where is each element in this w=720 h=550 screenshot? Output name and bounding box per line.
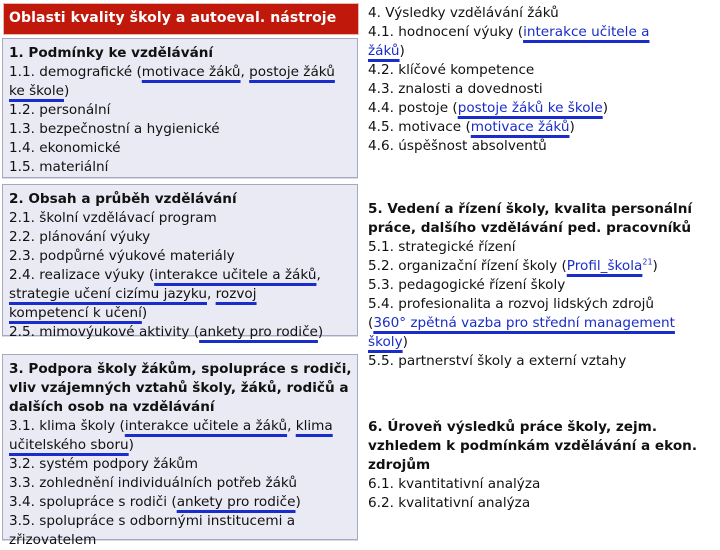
paren: ) <box>64 83 70 99</box>
item-3-1-cont <box>9 436 351 455</box>
item-4-1-cont <box>368 42 714 61</box>
link-profil-skola[interactable]: Profil_škola <box>566 258 643 274</box>
paren: ) <box>128 437 134 453</box>
link-interakce-cont[interactable]: žáků <box>368 43 400 59</box>
item-4-5-text: 4.5. motivace ( <box>368 119 471 135</box>
link-ankety-pro-rodice[interactable]: ankety pro rodiče <box>199 324 318 340</box>
paren: ( <box>368 315 374 331</box>
item-4-1-text: 4.1. hodnocení výuky ( <box>368 24 524 40</box>
paren: ) <box>295 494 301 510</box>
title-bar <box>2 2 360 36</box>
link-strategie-uceni[interactable]: strategie učení cizímu jazyku <box>9 286 207 302</box>
item-2-4 <box>9 266 351 285</box>
paren: ) <box>402 334 408 350</box>
sep: , <box>316 267 321 283</box>
link-360-cont[interactable]: školy <box>368 334 403 350</box>
item-2-5-text: 2.5. mimovýukové aktivity ( <box>9 324 200 340</box>
page-title: Oblasti kvality školy a autoeval. nástroje <box>9 10 337 26</box>
item-4-1 <box>368 23 714 42</box>
paren: ) <box>141 305 148 321</box>
item-5-2 <box>368 257 714 276</box>
item-6-2: 6.2. kvalitativní analýza <box>368 495 531 511</box>
sep: , <box>206 286 216 302</box>
link-postoje-zaku[interactable]: postoje žáků <box>249 64 335 80</box>
item-4-5 <box>368 118 714 137</box>
section-1-box <box>2 38 358 178</box>
item-3-1 <box>9 417 351 436</box>
link-rozvoj-kompetenci-cont[interactable]: kompetencí k učení <box>9 305 142 321</box>
item-4-3: 4.3. znalosti a dovednosti <box>368 81 543 97</box>
item-3-4 <box>9 493 351 512</box>
link-postoje-zaku-cont[interactable]: ke škole <box>9 83 64 99</box>
section-6-heading-3: zdrojům <box>368 457 431 473</box>
section-3-heading-2: vliv vzájemných vztahů školy, žáků, rodičů a <box>9 380 349 396</box>
link-rozvoj-kompetenci[interactable]: rozvoj <box>215 286 257 302</box>
link-ankety-pro-rodice[interactable]: ankety pro rodiče <box>176 494 296 510</box>
link-interakce-ucitele-a-zaku[interactable]: interakce učitele a žáků <box>124 418 288 434</box>
sep: , <box>287 418 296 434</box>
section-3-heading-3: dalších osob na vzdělávání <box>9 399 215 415</box>
section-5 <box>364 200 718 371</box>
section-5-heading-1: 5. Vedení a řízení školy, kvalita personální <box>368 201 693 217</box>
item-2-5 <box>9 323 351 342</box>
section-3-heading-1: 3. Podpora školy žákům, spolupráce s rodiči, <box>9 361 352 377</box>
item-4-6: 4.6. úspěšnost absolventů <box>368 138 547 154</box>
section-6-heading-2: vzhledem k podmínkám vzdělávání a ekon. <box>368 438 698 454</box>
item-3-4-text: 3.4. spolupráce s rodiči ( <box>9 494 177 510</box>
footnote-mark: 21 <box>642 257 653 267</box>
section-2-box <box>2 184 358 340</box>
link-motivace-zaku[interactable]: motivace žáků <box>141 64 241 80</box>
item-6-1: 6.1. kvantitativní analýza <box>368 476 541 492</box>
item-3-5: 3.5. spolupráce s odbornými institucemi a <box>9 513 296 529</box>
item-4-2: 4.2. klíčové kompetence <box>368 62 535 78</box>
paren: ) <box>399 43 405 59</box>
item-5-5: 5.5. partnerství školy a externí vztahy <box>368 353 627 369</box>
item-5-4-cont <box>368 314 714 333</box>
item-3-1-text: 3.1. klima školy ( <box>9 418 125 434</box>
link-interakce-ucitele-a-zaku[interactable]: interakce učitele a <box>523 24 650 40</box>
item-1-1 <box>9 63 351 82</box>
section-4 <box>364 4 718 156</box>
link-interakce-ucitele-a-zaku[interactable]: interakce učitele a žáků <box>154 267 317 283</box>
section-3-box <box>2 354 358 548</box>
item-5-3: 5.3. pedagogické řízení školy <box>368 277 566 293</box>
paren: ) <box>652 258 658 274</box>
item-2-4-cont2 <box>9 304 351 323</box>
link-klima-sboru-cont[interactable]: učitelského sboru <box>9 437 129 453</box>
section-1-heading: 1. Podmínky ke vzdělávání <box>9 45 214 61</box>
item-4-4-text: 4.4. postoje ( <box>368 100 458 116</box>
link-360-zpetna-vazba[interactable]: 360° zpětná vazba pro střední management <box>373 315 675 331</box>
item-1-2: 1.2. personální <box>9 102 111 118</box>
item-1-1-cont <box>9 82 351 101</box>
item-1-1-text: 1.1. demografické ( <box>9 64 142 80</box>
section-6 <box>364 418 718 513</box>
link-motivace-zaku[interactable]: motivace žáků <box>470 119 570 135</box>
item-1-3: 1.3. bezpečnostní a hygienické <box>9 121 220 137</box>
item-3-5-cont: zřizovatelem <box>9 532 97 548</box>
item-5-4-cont2 <box>368 333 714 352</box>
link-postoje-zaku-ke-skole[interactable]: postoje žáků ke škole <box>457 100 603 116</box>
item-1-4: 1.4. ekonomické <box>9 140 121 156</box>
paren: ) <box>317 324 324 340</box>
section-6-heading-1: 6. Úroveň výsledků práce školy, zejm. <box>368 419 658 435</box>
item-2-3: 2.3. podpůrné výukové materiály <box>9 248 235 264</box>
item-2-2: 2.2. plánování výuky <box>9 229 151 245</box>
item-2-1: 2.1. školní vzdělávací program <box>9 210 217 226</box>
paren: ) <box>569 119 575 135</box>
paren: ) <box>602 100 609 116</box>
section-2-heading: 2. Obsah a průběh vzdělávání <box>9 191 237 207</box>
item-3-2: 3.2. systém podpory žákům <box>9 456 198 472</box>
link-klima-sboru[interactable]: klima <box>295 418 333 434</box>
item-1-5: 1.5. materiální <box>9 159 109 175</box>
section-5-heading-2: práce, dalšího vzdělávání ped. pracovníků <box>368 220 692 236</box>
item-3-3: 3.3. zohlednění individuálních potřeb žáků <box>9 475 297 491</box>
item-4-4 <box>368 99 714 118</box>
item-5-1: 5.1. strategické řízení <box>368 239 516 255</box>
item-5-2-text: 5.2. organizační řízení školy ( <box>368 258 567 274</box>
item-5-4: 5.4. profesionalita a rozvoj lidských zdrojů <box>368 296 655 312</box>
item-2-4-cont <box>9 285 351 304</box>
item-2-4-text: 2.4. realizace výuky ( <box>9 267 155 283</box>
section-4-heading: 4. Výsledky vzdělávání žáků <box>368 5 559 21</box>
sep: , <box>240 64 250 80</box>
